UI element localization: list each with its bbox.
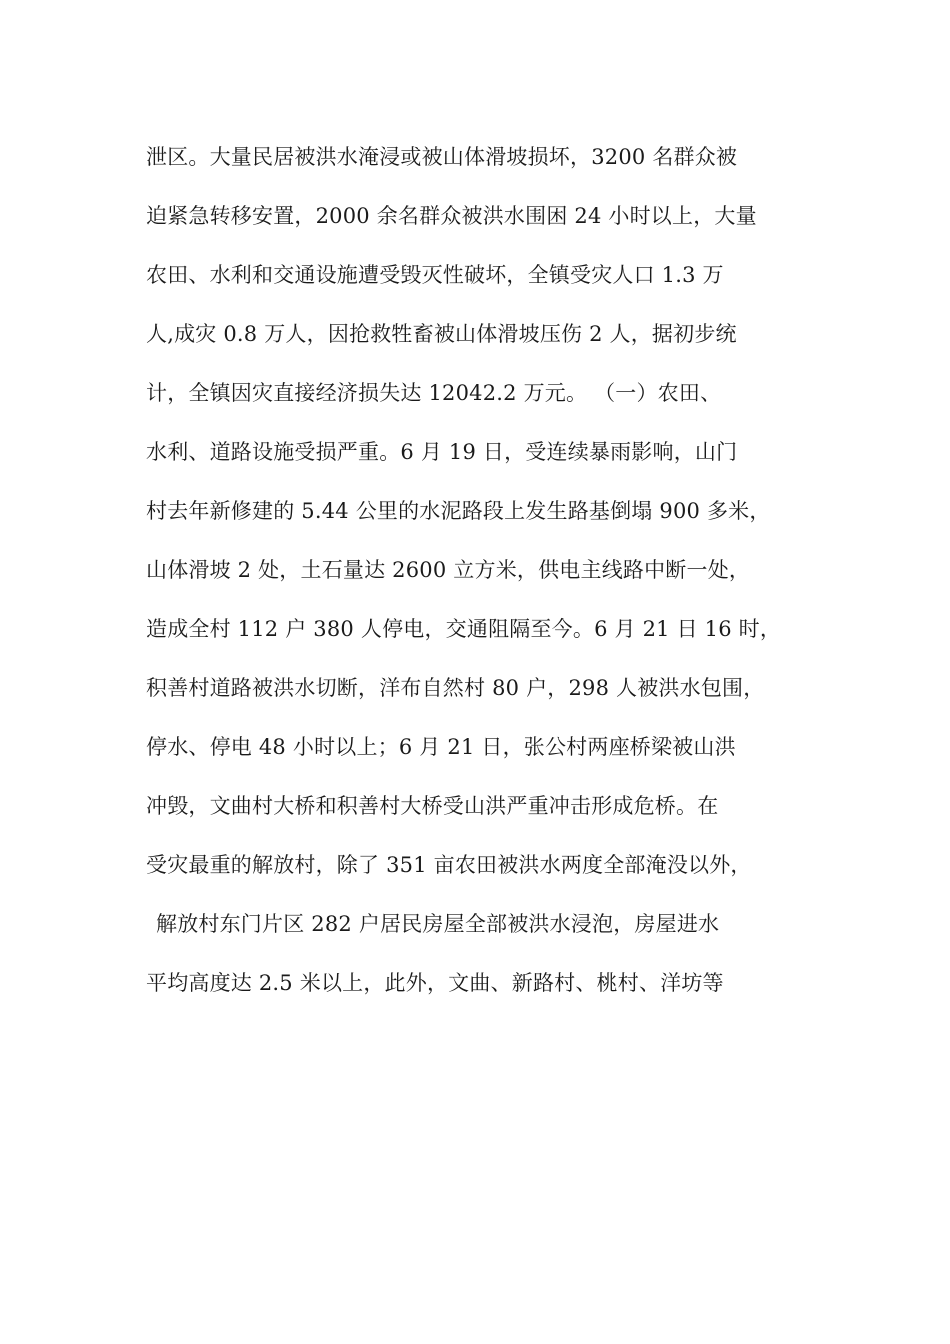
body-text [146,128,816,1013]
text-line-10: 积善村道路被洪水切断，洋布自然村 80 户，298 人被洪水包围， [146,676,765,700]
text-line-3: 农田、水利和交通设施遭受毁灭性破坏，全镇受灾人口 1.3 万 [146,263,724,287]
text-line-2: 迫紧急转移安置，2000 余名群众被洪水围困 24 小时以上，大量 [146,204,757,228]
text-line-14: 解放村东门片区 282 户居民房屋全部被洪水浸泡，房屋进水 [156,912,720,936]
text-line-9: 造成全村 112 户 380 人停电，交通阻隔至今。6 月 21 日 16 时， [146,617,782,641]
text-line-13: 受灾最重的解放村，除了 351 亩农田被洪水两度全部淹没以外， [146,853,752,877]
text-line-6: 水利、道路设施受损严重。6 月 19 日，受连续暴雨影响，山门 [146,440,738,464]
text-line-11: 停水、停电 48 小时以上；6 月 21 日，张公村两座桥梁被山洪 [146,735,736,759]
text-line-8: 山体滑坡 2 处，土石量达 2600 立方米，供电主线路中断一处， [146,558,751,582]
text-line-5: 计，全镇因灾直接经济损失达 12042.2 万元。 （一）农田、 [146,381,722,405]
text-line-15: 平均高度达 2.5 米以上，此外，文曲、新路村、桃村、洋坊等 [146,971,724,995]
text-line-7: 村去年新修建的 5.44 公里的水泥路段上发生路基倒塌 900 多米， [146,499,771,523]
text-line-4: 人,成灾 0.8 万人，因抢救牲畜被山体滑坡压伤 2 人，据初步统 [146,322,737,346]
text-line-12: 冲毁，文曲村大桥和积善村大桥受山洪严重冲击形成危桥。在 [146,794,719,818]
text-line-1: 泄区。大量民居被洪水淹浸或被山体滑坡损坏，3200 名群众被 [146,145,738,169]
